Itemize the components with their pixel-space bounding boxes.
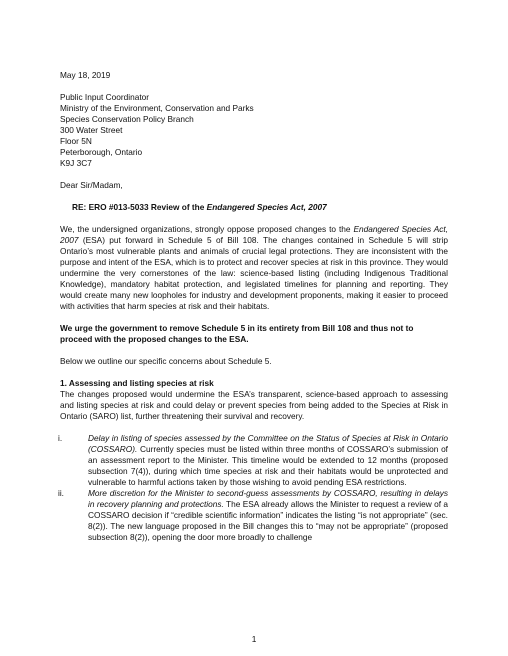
list-item-text: Currently species must be listed within three months of COSSARO’s submission of an assessment report to the Minister. This timeline would be extended to 12 months (proposed subsection 7(4)), during which time species at risk and their habitats would be unprotected and vulnerable to harmful actions taken by those wishing to avoid pending ESA restrictions.	[88, 444, 448, 487]
section-body: The changes proposed would undermine the ESA’s transparent, science-based approach to assessing and listing species at risk and could delay or prevent species from being added to the Species at Risk in Ontario (SARO) list, further threatening their survival and recovery.	[60, 389, 448, 421]
page-number: 1	[251, 634, 257, 644]
salutation: Dear Sir/Madam,	[60, 180, 123, 190]
subject-prefix: RE: ERO #013-5033 Review of the	[72, 202, 207, 212]
list-number: i.	[58, 433, 63, 443]
address-line: Floor 5N	[60, 136, 92, 146]
address-line: Species Conservation Policy Branch	[60, 114, 194, 124]
urge-statement: We urge the government to remove Schedule 5 in its entirety from Bill 108 and thus not to proceed with the proposed changes to the ESA.	[60, 323, 414, 344]
address-line: 300 Water Street	[60, 125, 123, 135]
address-line: Ministry of the Environment, Conservation and Parks	[60, 103, 254, 113]
list-item	[60, 488, 448, 543]
concern-list	[60, 433, 448, 543]
section-heading: 1. Assessing and listing species at risk	[60, 378, 214, 388]
list-item-text: The ESA already allows the Minister to request a review of a COSSARO decision if “credible scientific information” indicates the listing “is not appropriate” (sec. 8(2)). The new language proposed in the Bill changes this to “may not be appropriate” (proposed subsection 8(2)), opening the door more broadly to challenge	[88, 499, 448, 542]
subject-act-title: Endangered Species Act, 2007	[206, 202, 327, 212]
intro-paragraph	[60, 224, 448, 312]
outline-statement: Below we outline our specific concerns about Schedule 5.	[60, 356, 272, 366]
letter-body	[60, 70, 448, 543]
list-item	[60, 433, 448, 488]
intro-text-cont: (ESA) put forward in Schedule 5 of Bill 108. The changes contained in Schedule 5 will strip Ontario’s most vulnerable plants and animals of crucial legal protections. They are inconsistent with the purpose and intent of the ESA, which is to protect and recover species at risk in this province. They would undermine the very cornerstones of the law: science-based listing (including Indigenous Traditional Knowledge), mandatory habitat protection, and legislated timelines for planning and reporting. They would create many new loopholes for industry and development proponents, making it easier to proceed with activities that harm species at risk and their habitats.	[60, 235, 448, 311]
list-item-heading: More discretion for the Minister to second-guess assessments by COSSARO, resulting in delays in recovery planning and protections.	[88, 488, 448, 509]
address-line: Peterborough, Ontario	[60, 147, 143, 157]
address-line: K9J 3C7	[60, 158, 92, 168]
address-line: Public Input Coordinator	[60, 92, 150, 102]
list-number: ii.	[58, 488, 64, 498]
recipient-address	[60, 92, 448, 169]
letter-date: May 18, 2019	[60, 70, 111, 80]
section-1	[60, 378, 448, 543]
intro-act-title: Endangered Species Act, 2007	[60, 224, 449, 245]
intro-text: We, the undersigned organizations, strongly oppose proposed changes to the	[60, 224, 354, 234]
subject-line	[72, 202, 448, 213]
list-item-heading: Delay in listing of species assessed by the Committee on the Status of Species at Risk in Ontario (COSSARO).	[88, 433, 448, 454]
